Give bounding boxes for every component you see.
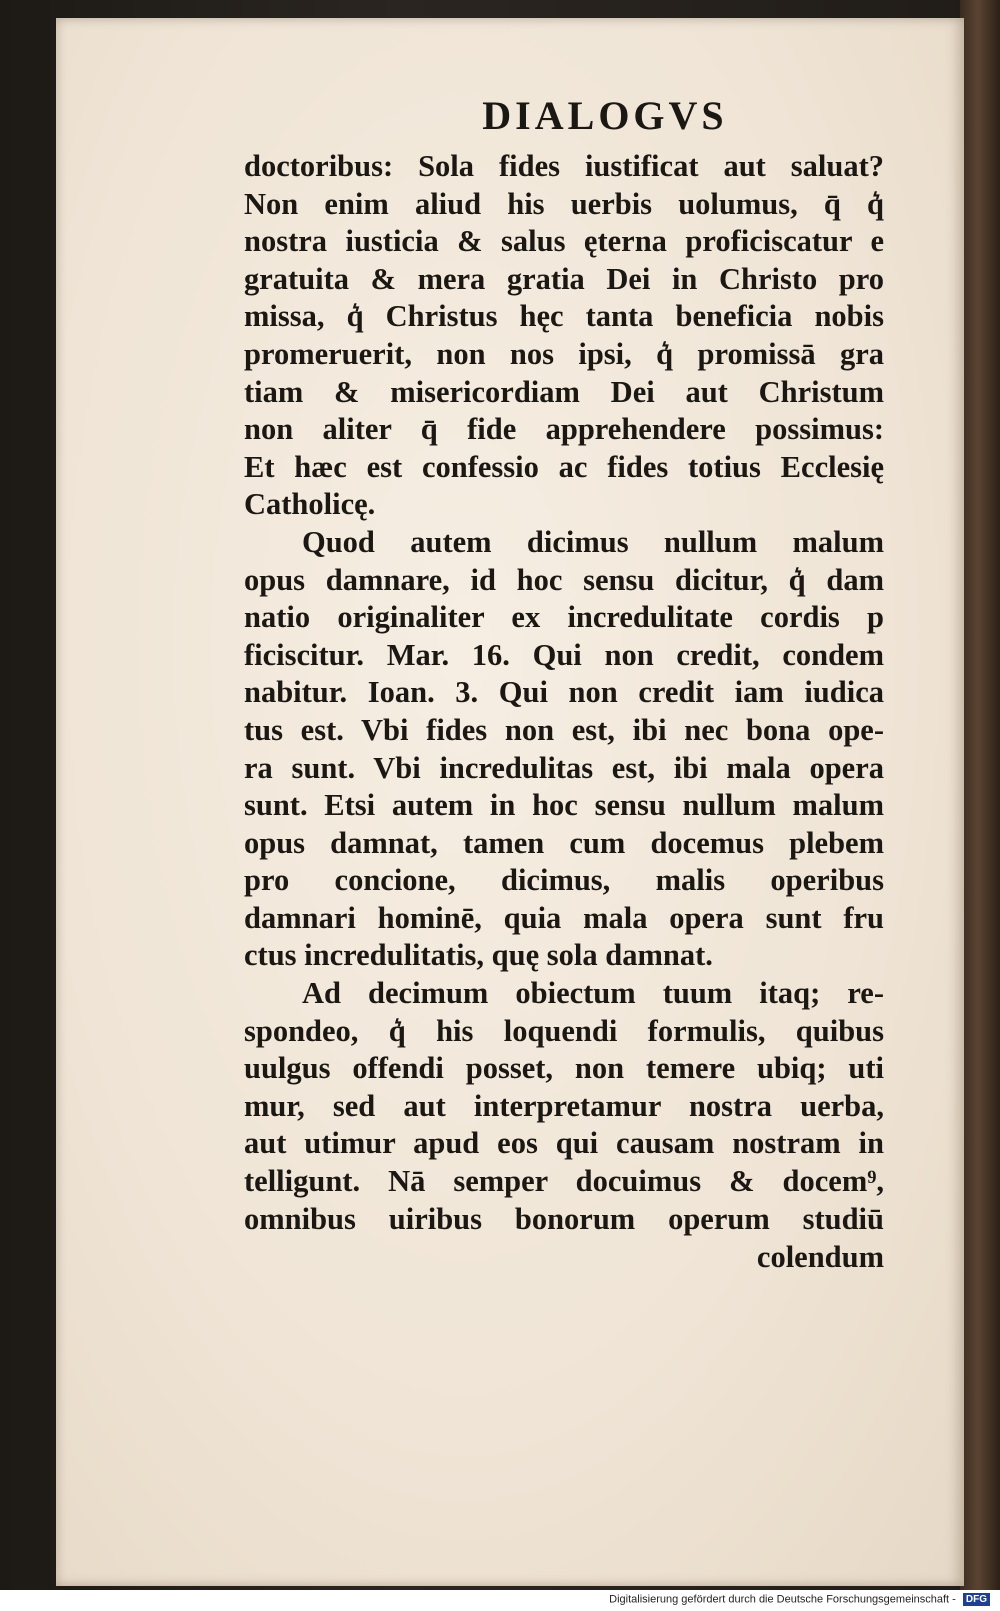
text-line-17: ra sunt. Vbi incredulitas est, ibi mala opera	[244, 750, 884, 785]
text-line-12: opus damnare, id hoc sensu dicitur, q͛ dam	[244, 562, 884, 597]
text-line-8: non aliter q̄ fide apprehendere possimus:	[244, 412, 884, 447]
footer-credit	[609, 1593, 990, 1606]
text-line-21: damnari hominē, quia mala opera sunt fru	[244, 900, 884, 935]
text-line-15: nabitur. Ioan. 3. Qui non credit iam iudica	[244, 675, 884, 710]
dfg-logo: DFG	[963, 1593, 990, 1606]
text-line-14: ficiscitur. Mar. 16. Qui non credit, condem	[244, 637, 884, 672]
text-line-20: pro concione, dicimus, malis operibus	[244, 863, 884, 898]
text-line-23: Ad decimum obiectum tuum itaq; re-	[302, 976, 884, 1011]
body-text	[244, 148, 884, 1238]
text-line-18: sunt. Etsi autem in hoc sensu nullum malum	[244, 788, 884, 823]
text-line-7: tiam & misericordiam Dei aut Christum	[244, 374, 884, 409]
text-line-16: tus est. Vbi fides non est, ibi nec bona ope-	[244, 712, 884, 747]
text-line-3: nostra iusticia & salus ęterna proficiscatur e	[244, 224, 884, 259]
text-line-2: Non enim aliud his uerbis uolumus, q̄ q͛	[244, 186, 884, 221]
text-line-24: spondeo, q͛ his loquendi formulis, quibus	[244, 1013, 884, 1048]
book-binding-edge	[960, 0, 1000, 1590]
text-line-25: uulgus offendi posset, non temere ubiq; uti	[244, 1051, 884, 1086]
text-line-10: Catholicę.	[244, 487, 376, 522]
catchword: colendum	[756, 1240, 884, 1274]
text-line-26: mur, sed aut interpretamur nostra uerba,	[244, 1088, 884, 1123]
text-line-19: opus damnat, tamen cum docemus plebem	[244, 825, 884, 860]
text-line-27: aut utimur apud eos qui causam nostram in	[244, 1126, 884, 1161]
text-line-28: telligunt. Nā semper docuimus & docem⁹,	[244, 1164, 884, 1199]
text-line-1: doctoribus: Sola fides iustificat aut saluat?	[244, 149, 884, 183]
running-head: DIALOGVS	[482, 93, 728, 138]
text-line-6: promeruerit, non nos ipsi, q͛ promissā gra	[244, 336, 884, 371]
text-line-13: natio originaliter ex incredulitate cordis p	[244, 600, 884, 635]
text-line-29: omnibus uiribus bonorum operum studiū	[244, 1201, 884, 1236]
footer-credit-text: Digitalisierung gefördert durch die Deutsche Forschungsgemeinschaft -	[609, 1593, 956, 1606]
text-line-11: Quod autem dicimus nullum malum	[302, 524, 884, 559]
text-line-5: missa, q͛ Christus hęc tanta beneficia nobis	[244, 299, 884, 334]
text-line-4: gratuita & mera gratia Dei in Christo pro	[244, 261, 884, 296]
text-line-22: ctus incredulitatis, quę sola damnat.	[244, 938, 713, 973]
text-line-9: Et hæc est confessio ac fides totius Ecclesię	[244, 449, 884, 484]
